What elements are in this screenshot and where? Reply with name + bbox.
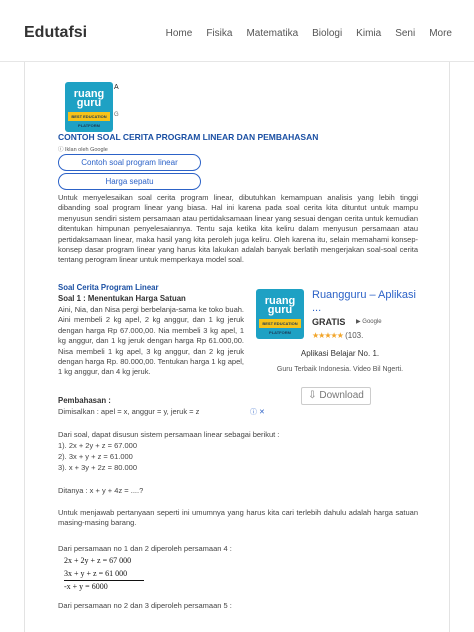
nav-fisika[interactable]: Fisika (206, 28, 233, 39)
nav-seni[interactable]: Seni (395, 28, 416, 39)
soal-title: Soal 1 : Menentukan Harga Satuan (58, 294, 186, 303)
nav-kimia[interactable]: Kimia (356, 28, 382, 39)
post-title: CONTOH SOAL CERITA PROGRAM LINEAR DAN PEMBAHASAN (58, 132, 319, 142)
ad-by-google[interactable]: ⓘ Iklan oleh Google (58, 147, 108, 153)
nav-home[interactable]: Home (165, 28, 193, 39)
elim-eq-2: 3x + y + z = 61 000 (64, 569, 128, 578)
dari-23-text: Dari persamaan no 2 dan 3 diperoleh persamaan 5 : (58, 601, 232, 610)
side-ad-title-ellipsis: ... (312, 302, 322, 314)
side-ad-ribbon: BEST EDUCATION PLATFORM (259, 319, 301, 328)
nav-matematika[interactable]: Matematika (246, 28, 299, 39)
elim-result: -x + y = 6000 (64, 582, 108, 591)
pembahasan-title: Pembahasan : (58, 396, 111, 405)
side-ad-desc: Aplikasi Belajar No. 1. (300, 349, 380, 358)
ditanya-text: Ditanya : x + y + 4z = ....? (58, 486, 144, 495)
dimisalkan-text: Dimisalkan : apel = x, anggur = y, jeruk = z (58, 407, 200, 416)
ad-button-program-linear[interactable]: Contoh soal program linear (58, 154, 201, 171)
main-nav (152, 28, 452, 39)
top-nav-bar (0, 0, 474, 62)
side-ad-price: GRATIS (312, 317, 346, 327)
ad-label-a: A (114, 84, 119, 91)
equation-1: 1). 2x + 2y + z = 67.000 (58, 441, 138, 450)
download-button[interactable] (301, 387, 371, 405)
side-ad-rating-count: (103. (345, 331, 364, 340)
side-ad-logo (256, 289, 304, 339)
equation-3: 3). x + 3y + 2z = 80.000 (58, 463, 138, 472)
ad-logo-ribbon: BEST EDUCATION PLATFORM (68, 112, 110, 121)
section-title: Soal Cerita Program Linear (58, 283, 159, 292)
nav-biologi[interactable]: Biologi (312, 28, 343, 39)
site-brand[interactable]: Edutafsi (24, 24, 88, 41)
equation-2: 2). 3x + y + z = 61.000 (58, 452, 133, 461)
google-play-icon: ▶ Google (356, 319, 382, 325)
star-rating-icon: ★★★★★ (312, 331, 343, 340)
ad-logo-text: ruang guru (73, 88, 105, 109)
side-ad-rating (312, 331, 363, 340)
intro-paragraph: Untuk menyelesaikan soal cerita program linear, dibutuhkan kemampuan analisis yang lebih tinggi dibanding soal program linear yang biasa. Hal ini karena pada soal cerita kita dituntut untuk mampu menyusun sendiri sistem persamaan atau pertidaksamaan linear yang sesuai dengan cerita untuk kemudian ditentukan himpunan penyelesaiannya. Tentu saja ketika kita keliru dalam menyusun persamaan atau pertidaksamaan linear, maka hasil yang kita peroleh juga keliru. Oleh karena itu, selain memahami konsep-konsep dasar program linear yang harus kita lakukan adalah banyak berlatih mengerjakan soal-soal cerita tentang perogram linear untuk memperkaya model soal. (58, 193, 418, 265)
elim-divider (64, 580, 144, 581)
download-icon: ⇩ (308, 390, 317, 401)
side-ad-title[interactable]: Ruangguru – Aplikasi (312, 289, 416, 301)
download-label: Download (319, 390, 364, 401)
side-ad-logo-text: ruang guru (264, 295, 296, 316)
nav-more[interactable]: More (429, 28, 452, 39)
dari-12-text: Dari persamaan no 1 dan 2 diperoleh persamaan 4 : (58, 544, 232, 553)
adchoices-icon[interactable]: ⓘ ✕ (250, 409, 265, 416)
ruangguru-ad-logo[interactable] (65, 82, 113, 132)
dari-soal-text: Dari soal, dapat disusun sistem persamaan linear sebagai berikut : (58, 430, 280, 439)
ad-button-harga-sepatu[interactable]: Harga sepatu (58, 173, 201, 190)
side-ad-desc2: Guru Terbaik Indonesia. Video Bil Ngerti. (276, 366, 404, 373)
soal-paragraph: Aini, Nia, dan Nisa pergi berbelanja-sama ke toko buah. Aini membeli 2 kg apel, 2 kg anggur, dan 1 kg jeruk dengan harga Rp 67.000,00. Nia membeli 3 kg apel, 1 kg anggur, dan 1 kg jeruk dengan harga Rp 61.000,00. Nisa membeli 1 kg apel, 3 kg anggur, dan 2 kg jeruk dengan harga Rp. 80.000,00. Tentukan harga 1 kg apel, 1 kg anggur, dan 4 kg jeruk. (58, 305, 244, 377)
elim-eq-1: 2x + 2y + z = 67 000 (64, 556, 132, 565)
untuk-paragraph: Untuk menjawab pertanyaan seperti ini umumnya yang harus kita cari terlebih dahulu adalah harga satuan masing-masing barang. (58, 508, 418, 528)
ad-label-g: G (114, 112, 119, 118)
